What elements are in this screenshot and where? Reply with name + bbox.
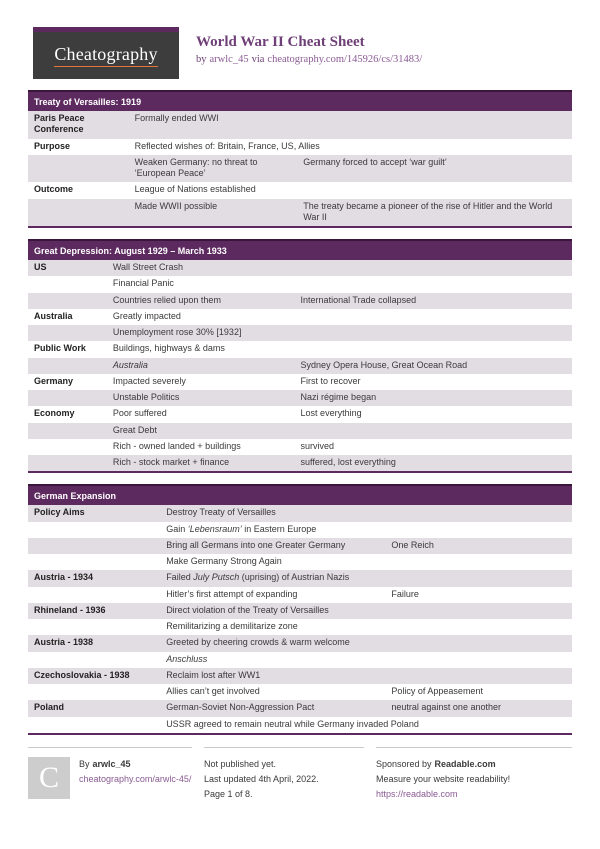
table-row xyxy=(28,423,572,439)
section-header: German Expansion xyxy=(28,485,572,505)
table-row xyxy=(28,455,572,472)
byline-via: via xyxy=(251,54,265,65)
row-cell: Made WWII possible xyxy=(129,199,298,228)
row-label: Public Work xyxy=(34,343,86,354)
row-cell: Greeted by cheering crowds & warm welcome xyxy=(160,635,572,651)
section-header: Great Depression: August 1929 – March 1933 xyxy=(28,240,572,260)
row-cell: First to recover xyxy=(300,375,361,386)
row-cell: Impacted severely xyxy=(112,375,186,386)
row-label: Germany xyxy=(34,375,74,386)
author-link[interactable]: arwlc_45 xyxy=(209,54,249,65)
row-label xyxy=(28,155,129,183)
row-cell: Greatly impacted xyxy=(112,310,181,321)
row-label xyxy=(28,538,160,554)
row-label xyxy=(28,423,107,439)
row-label: Outcome xyxy=(34,184,74,195)
table-row xyxy=(28,554,572,570)
table-row xyxy=(28,439,572,455)
row-label: Australia xyxy=(34,310,73,321)
footer-author-url-link[interactable]: cheatography.com/arwlc-45/ xyxy=(79,774,192,785)
row-label: Paris Peace Conference xyxy=(28,111,129,139)
row-cell: Sydney Opera House, Great Ocean Road xyxy=(295,358,572,374)
row-cell: Gain ‘Lebensraum’ in Eastern Europe xyxy=(166,523,317,534)
row-cell: German-Soviet Non-Aggression Pact xyxy=(160,700,385,716)
title-block xyxy=(196,27,422,65)
table-row xyxy=(28,182,572,198)
row-cell: Financial Panic xyxy=(112,278,174,289)
row-cell: League of Nations established xyxy=(134,184,256,195)
row-label xyxy=(28,717,160,734)
row-label xyxy=(28,652,160,668)
row-cell: suffered, lost everything xyxy=(295,455,572,472)
row-cell: Reflected wishes of: Britain, France, US, Allies xyxy=(134,140,320,151)
row-label xyxy=(28,358,107,374)
row-cell: Formally ended WWI xyxy=(129,111,572,139)
row-cell: Unemployment rose 30% [1932] xyxy=(107,325,572,341)
row-label xyxy=(28,522,160,538)
table-row xyxy=(28,406,572,422)
row-cell: Nazi régime began xyxy=(295,390,572,406)
row-label: Purpose xyxy=(34,140,71,151)
row-cell: Hitler’s first attempt of expanding xyxy=(166,588,298,599)
row-cell: Allies can’t get involved xyxy=(166,686,260,696)
row-cell: Anschluss xyxy=(166,653,208,664)
row-label xyxy=(28,587,160,603)
logo-text: Cheatography xyxy=(54,44,157,67)
row-label: Policy Aims xyxy=(28,505,160,521)
sections xyxy=(28,90,572,735)
sponsor-name: Readable.com xyxy=(434,758,496,769)
row-label xyxy=(28,684,160,700)
row-cell: Buildings, highways & dams xyxy=(112,343,225,354)
row-cell: Failure xyxy=(391,588,419,599)
table-row xyxy=(28,717,572,734)
table-row xyxy=(28,293,572,309)
table-row xyxy=(28,199,572,228)
row-cell: Germany forced to accept ‘war guilt’ xyxy=(297,155,572,183)
byline-prefix: by xyxy=(196,54,207,65)
footer-status-col xyxy=(204,747,364,803)
row-cell: Weaken Germany: no threat to ‘European Peace’ xyxy=(129,155,298,183)
table-row xyxy=(28,111,572,139)
row-cell: The treaty became a pioneer of the rise of Hitler and the World War II xyxy=(297,199,572,228)
sponsor-prefix: Sponsored by xyxy=(376,758,432,769)
table-row xyxy=(28,374,572,390)
sponsor-line xyxy=(376,757,572,772)
table-row xyxy=(28,505,572,521)
table-row xyxy=(28,652,572,668)
row-cell: Lost everything xyxy=(300,408,362,419)
row-cell: neutral against one another xyxy=(385,700,572,716)
row-cell: Great Debt xyxy=(107,423,572,439)
table-row xyxy=(28,538,572,554)
row-cell: Wall Street Crash xyxy=(107,260,572,276)
row-cell: Australia xyxy=(107,358,295,374)
byline xyxy=(196,54,422,65)
page-footer xyxy=(28,747,572,803)
table-row xyxy=(28,700,572,716)
footer-by-label: By xyxy=(79,758,90,769)
row-label xyxy=(28,439,107,455)
footer-author-name: arwlc_45 xyxy=(92,758,131,769)
row-cell: Rich - stock market + finance xyxy=(107,455,295,472)
table-row xyxy=(28,684,572,700)
row-cell: Failed July Putsch (uprising) of Austrian Nazis xyxy=(160,570,572,586)
table-row xyxy=(28,668,572,684)
avatar[interactable] xyxy=(28,757,70,799)
table-row xyxy=(28,309,572,325)
avatar-letter: C xyxy=(38,761,59,795)
section-header: Treaty of Versailles: 1919 xyxy=(28,91,572,111)
source-url-link[interactable]: cheatography.com/145926/cs/31483/ xyxy=(267,54,423,65)
page-title: World War II Cheat Sheet xyxy=(196,34,365,50)
row-label xyxy=(28,554,160,570)
footer-sponsor-col xyxy=(376,747,572,803)
row-cell: Destroy Treaty of Versailles xyxy=(160,505,572,521)
footer-byline xyxy=(79,757,191,772)
publish-status: Not published yet. xyxy=(204,758,277,769)
row-cell: Countries relied upon them xyxy=(107,293,295,309)
table-row xyxy=(28,139,572,155)
row-cell: Policy of Appeasement xyxy=(391,686,483,696)
row-label: Rhineland - 1936 xyxy=(28,603,160,619)
table-row xyxy=(28,341,572,357)
row-label xyxy=(28,619,160,635)
row-cell: Bring all Germans into one Greater Germany xyxy=(160,538,385,554)
table-row xyxy=(28,522,572,538)
sponsor-url-link[interactable]: https://readable.com xyxy=(376,789,458,800)
table-row xyxy=(28,587,572,603)
row-label xyxy=(28,390,107,406)
table-row xyxy=(28,358,572,374)
row-label: US xyxy=(28,260,107,276)
row-label xyxy=(28,276,107,292)
row-label xyxy=(28,325,107,341)
row-cell: Reclaim lost after WW1 xyxy=(160,668,572,684)
table-row xyxy=(28,325,572,341)
row-cell: Unstable Politics xyxy=(107,390,295,406)
table-row xyxy=(28,570,572,586)
row-label: Czechoslovakia - 1938 xyxy=(28,668,160,684)
cheatography-logo xyxy=(33,27,179,79)
cheat-table xyxy=(28,484,572,735)
table-row xyxy=(28,155,572,183)
table-row xyxy=(28,390,572,406)
row-label: Economy xyxy=(34,408,75,419)
row-cell: Make Germany Strong Again xyxy=(166,556,282,566)
row-label: Austria - 1934 xyxy=(28,570,160,586)
row-cell: International Trade collapsed xyxy=(295,293,572,309)
last-updated: Last updated 4th April, 2022. xyxy=(204,774,319,785)
row-label xyxy=(28,455,107,472)
row-label xyxy=(28,199,129,228)
row-cell: One Reich xyxy=(385,538,572,554)
table-row xyxy=(28,619,572,635)
row-cell: Poor suffered xyxy=(112,408,167,419)
row-label xyxy=(28,293,107,309)
sponsor-tagline: Measure your website readability! xyxy=(376,774,511,785)
cheat-table xyxy=(28,90,572,228)
row-cell: survived xyxy=(300,440,335,451)
table-row xyxy=(28,635,572,651)
row-cell: Remilitarizing a demilitarize zone xyxy=(166,621,298,631)
row-label: Austria - 1938 xyxy=(28,635,160,651)
table-row xyxy=(28,603,572,619)
cheat-table xyxy=(28,239,572,473)
table-row xyxy=(28,260,572,276)
row-cell: USSR agreed to remain neutral while Germany invaded Poland xyxy=(166,718,419,729)
row-cell: Direct violation of the Treaty of Versailles xyxy=(160,603,572,619)
row-label: Poland xyxy=(28,700,160,716)
footer-author-col xyxy=(28,747,192,803)
page-header xyxy=(33,27,572,79)
page-number: Page 1 of 8. xyxy=(204,789,253,800)
row-cell: Rich - owned landed + buildings xyxy=(112,440,241,451)
table-row xyxy=(28,276,572,292)
